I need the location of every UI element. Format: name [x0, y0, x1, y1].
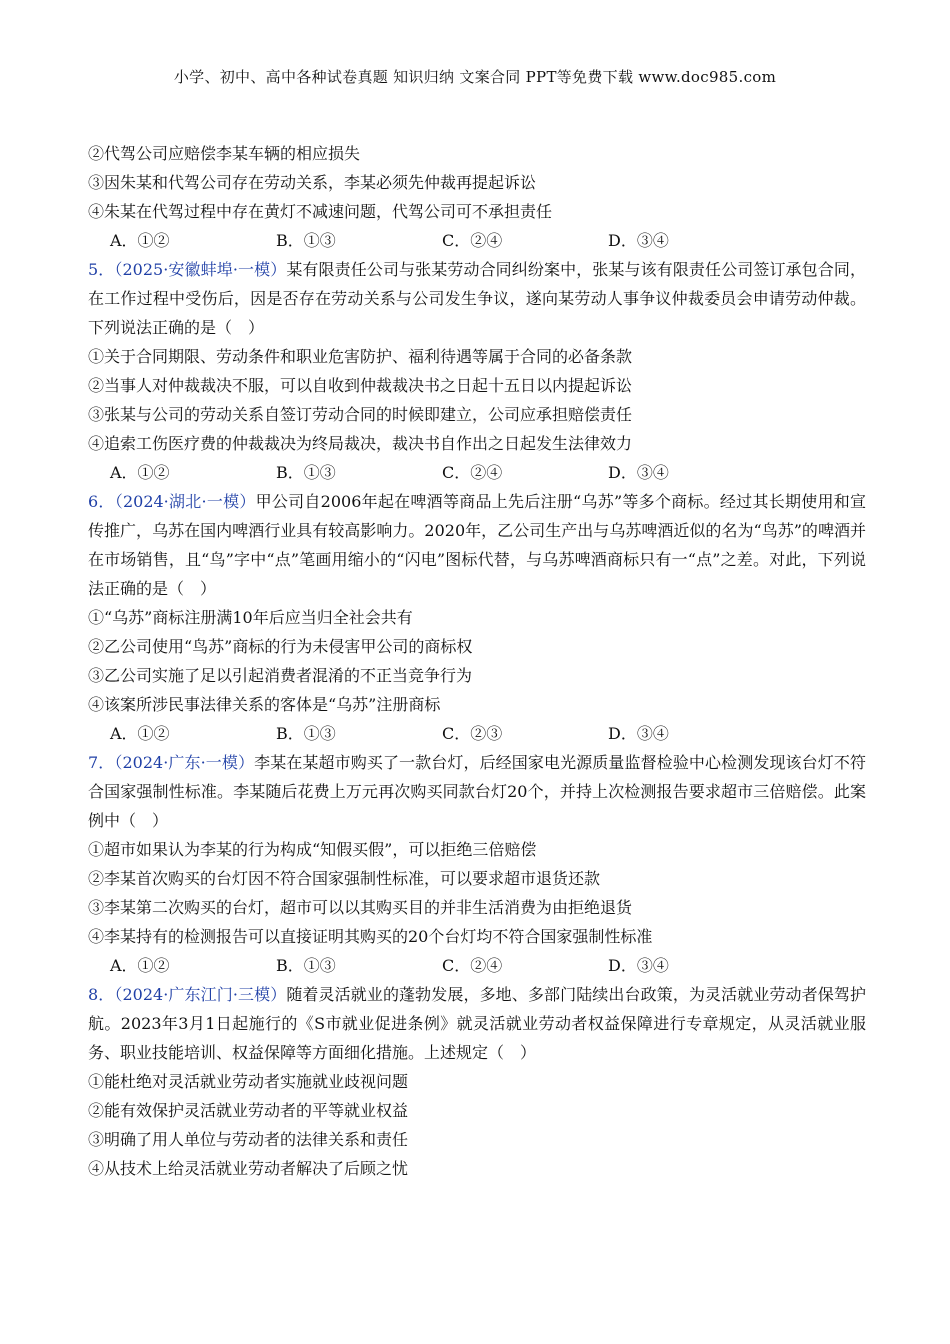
statement: ③明确了用人单位与劳动者的法律关系和责任	[88, 1130, 409, 1149]
choice-c: C．②④	[442, 231, 503, 250]
question-text: 李某在某超市购买了一款台灯，后经国家电光源质量监督检验中心检测发现该台灯不符合国家强制性标准。李某随后花费上万元再次购买同款台灯20个，并持上次检测报告要求超市三倍赔偿。此案例中（ ）	[88, 753, 866, 830]
answer-choices	[88, 719, 866, 748]
statement: ④从技术上给灵活就业劳动者解决了后顾之忧	[88, 1159, 409, 1178]
question-6	[88, 487, 866, 748]
choice-c: C．②④	[442, 956, 503, 975]
question-source: （2024·湖北·一模）	[114, 492, 256, 511]
statement: ④该案所涉民事法律关系的客体是“乌苏”注册商标	[88, 695, 441, 714]
question-stem	[88, 980, 866, 1067]
statement: ③李某第二次购买的台灯，超市可以以其购买目的并非生活消费为由拒绝退货	[88, 898, 633, 917]
question-stem	[88, 255, 866, 342]
question-source: （2024·广东·一模）	[114, 753, 255, 772]
answer-choices	[88, 458, 866, 487]
question-number: 6．	[88, 492, 115, 511]
question-8	[88, 980, 866, 1183]
choice-a: A．①②	[110, 231, 170, 250]
document-content	[88, 139, 866, 1183]
statement: ②李某首次购买的台灯因不符合国家强制性标准，可以要求超市退货还款	[88, 869, 601, 888]
statement: ②能有效保护灵活就业劳动者的平等就业权益	[88, 1101, 409, 1120]
question-source: （2024·广东江门·三模）	[114, 985, 287, 1004]
statement: ①超市如果认为李某的行为构成“知假买假”，可以拒绝三倍赔偿	[88, 840, 537, 859]
question-number: 7．	[88, 753, 115, 772]
choice-a: A．①②	[110, 956, 170, 975]
question-text: 某有限责任公司与张某劳动合同纠纷案中，张某与该有限责任公司签订承包合同，在工作过程中受伤后，因是否存在劳动关系与公司发生争议，遂向某劳动人事争议仲裁委员会申请劳动仲裁。下列说法正确的是（ ）	[88, 260, 866, 337]
question-7	[88, 748, 866, 980]
statement: ③张某与公司的劳动关系自签订劳动合同的时候即建立，公司应承担赔偿责任	[88, 405, 633, 424]
statement: ④朱某在代驾过程中存在黄灯不减速问题，代驾公司可不承担责任	[88, 202, 553, 221]
choice-b: B．①③	[276, 956, 336, 975]
statement: ③乙公司实施了足以引起消费者混淆的不正当竞争行为	[88, 666, 473, 685]
statement: ②当事人对仲裁裁决不服，可以自收到仲裁裁决书之日起十五日以内提起诉讼	[88, 376, 633, 395]
choice-b: B．①③	[276, 724, 336, 743]
choice-a: A．①②	[110, 463, 170, 482]
question-stem	[88, 748, 866, 835]
choice-b: B．①③	[276, 231, 336, 250]
question-text: 随着灵活就业的蓬勃发展，多地、多部门陆续出台政策，为灵活就业劳动者保驾护航。2023年3月1日起施行的《S市就业促进条例》就灵活就业劳动者权益保障进行专章规定，从灵活就业服务、职业技能培训、权益保障等方面细化措施。上述规定（ ）	[88, 985, 866, 1062]
statement: ①能杜绝对灵活就业劳动者实施就业歧视问题	[88, 1072, 409, 1091]
choice-d: D．③④	[608, 463, 669, 482]
choice-c: C．②④	[442, 463, 503, 482]
answer-choices	[88, 226, 866, 255]
question-text: 甲公司自2006年起在啤酒等商品上先后注册“乌苏”等多个商标。经过其长期使用和宣传推广，乌苏在国内啤酒行业具有较高影响力。2020年，乙公司生产出与乌苏啤酒近似的名为“鸟苏”的啤酒并在市场销售，且“鸟”字中“点”笔画用缩小的“闪电”图标代替，与乌苏啤酒商标只有一“点”之差。对此，下列说法正确的是（ ）	[88, 492, 866, 598]
choice-c: C．②③	[442, 724, 503, 743]
statement: ①“乌苏”商标注册满10年后应当归全社会共有	[88, 608, 413, 627]
statement: ②乙公司使用“鸟苏”商标的行为未侵害甲公司的商标权	[88, 637, 473, 656]
choice-d: D．③④	[608, 956, 669, 975]
choice-d: D．③④	[608, 231, 669, 250]
choice-a: A．①②	[110, 724, 170, 743]
statement: ④追索工伤医疗费的仲裁裁决为终局裁决，裁决书自作出之日起发生法律效力	[88, 434, 633, 453]
statement: ③因朱某和代驾公司存在劳动关系，李某必须先仲裁再提起诉讼	[88, 173, 537, 192]
statement: ①关于合同期限、劳动条件和职业危害防护、福利待遇等属于合同的必备条款	[88, 347, 633, 366]
question-number: 5．	[88, 260, 115, 279]
question-number: 8．	[88, 985, 115, 1004]
statement: ④李某持有的检测报告可以直接证明其购买的20个台灯均不符合国家强制性标准	[88, 927, 653, 946]
question-5	[88, 255, 866, 487]
choice-b: B．①③	[276, 463, 336, 482]
choice-d: D．③④	[608, 724, 669, 743]
question-stem	[88, 487, 866, 603]
answer-choices	[88, 951, 866, 980]
page-header: 小学、初中、高中各种试卷真题 知识归纳 文案合同 PPT等免费下载 www.doc985.com	[173, 68, 777, 86]
statement: ②代驾公司应赔偿李某车辆的相应损失	[88, 144, 361, 163]
carryover-question	[88, 139, 866, 255]
question-source: （2025·安徽蚌埠·一模）	[114, 260, 287, 279]
